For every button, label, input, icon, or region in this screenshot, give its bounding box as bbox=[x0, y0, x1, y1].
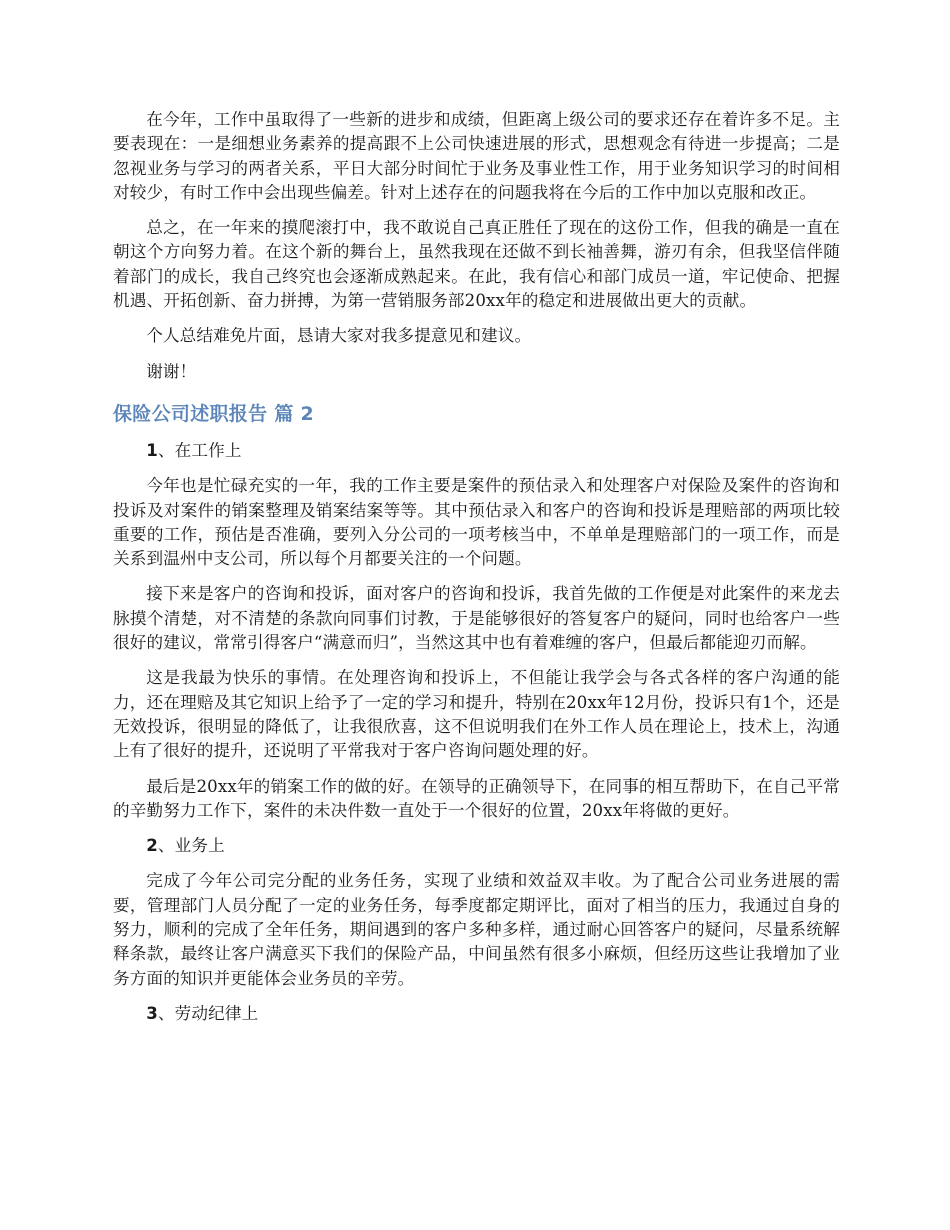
subheading-discipline bbox=[113, 1002, 840, 1026]
paragraph-work-4: 最后是20xx年的销案工作的做的好。在领导的正确领导下，在同事的相互帮助下，在自己平常的辛勤努力工作下，案件的未决件数一直处于一个很好的位置，20xx年将做的更好。 bbox=[113, 776, 840, 820]
paragraph-thanks: 谢谢！ bbox=[146, 361, 197, 381]
subheading-business-number: 2 bbox=[146, 836, 158, 856]
paragraph-shortcomings: 在今年，工作中虽取得了一些新的进步和成绩，但距离上级公司的要求还存在着许多不足。主要表现在：一是细想业务素养的提高跟不上公司快速进展的形式，思想观念有待进一步提高；二是忽视业务与学习的两者关系，平日大部分时间忙于业务及事业性工作，用于业务知识学习的时间相对较少，有时工作中会出现些偏差。针对上述存在的问题我将在今后的工作中加以克服和改正。 bbox=[113, 110, 840, 202]
paragraph-conclusion: 总之，在一年来的摸爬滚打中，我不敢说自己真正胜任了现在的这份工作，但我的确是一直在朝这个方向努力着。在这个新的舞台上，虽然我现在还做不到长袖善舞，游刃有余，但我坚信伴随着部门的成长，我自己终究也会逐渐成熟起来。在此，我有信心和部门成员一道，牢记使命、把握机遇、开拓创新、奋力拼搏，为第一营销服务部20xx年的稳定和进展做出更大的贡献。 bbox=[113, 218, 840, 311]
paragraph-work-3: 这是我最为快乐的事情。在处理咨询和投诉上，不但能让我学会与各式各样的客户沟通的能力，还在理赔及其它知识上给予了一定的学习和提升，特别在20xx年12月份，投诉只有1个，还是无效投诉，很明显的降低了，让我很欣喜，这不但说明我们在外工作人员在理论上，技术上，沟通上有了很好的提升，还说明了平常我对于客户咨询问题处理的好。 bbox=[113, 668, 840, 761]
paragraph-request-feedback: 个人总结难免片面，恳请大家对我多提意见和建议。 bbox=[146, 326, 532, 346]
subheading-business bbox=[113, 834, 840, 858]
section-title: 保险公司述职报告 篇 2 bbox=[113, 402, 315, 425]
document-body bbox=[113, 108, 840, 1037]
paragraph-business-1: 完成了今年公司完分配的业务任务，实现了业绩和效益双丰收。为了配合公司业务进展的需要，管理部门人员分配了一定的业务任务，每季度都定期评比，面对了相当的压力，我通过自身的努力，顺利的完成了全年任务，期间遇到的客户多种多样，通过耐心回答客户的疑问，尽量系统解释条款，最终让客户满意买下我们的保险产品，中间虽然有很多小麻烦，但经历这些让我增加了业务方面的知识并更能体会业务员的辛劳。 bbox=[113, 871, 840, 988]
paragraph-work-1: 今年也是忙碌充实的一年，我的工作主要是案件的预估录入和处理客户对保险及案件的咨询和投诉及对案件的销案整理及销案结案等等。其中预估录入和客户的咨询和投诉是理赔部的两项比较重要的工作，预估是否准确，要列入分公司的一项考核当中，不单单是理赔部门的一项工作，而是关系到温州中支公司，所以每个月都要关注的一个问题。 bbox=[113, 476, 840, 569]
subheading-discipline-number: 3 bbox=[146, 1003, 158, 1023]
subheading-work bbox=[113, 439, 840, 463]
subheading-discipline-label: 、劳动纪律上 bbox=[157, 1003, 259, 1023]
subheading-business-label: 、业务上 bbox=[157, 836, 225, 856]
paragraph-work-2: 接下来是客户的咨询和投诉，面对客户的咨询和投诉，我首先做的工作便是对此案件的来龙去脉摸个清楚，对不清楚的条款向同事们讨教，于是能够很好的答复客户的疑问，同时也给客户一些很好的建议，常常引得客户“满意而归”，当然这其中也有着难缠的客户，但最后都能迎刃而解。 bbox=[113, 584, 840, 653]
subheading-work-number: 1 bbox=[146, 440, 158, 460]
subheading-work-label: 、在工作上 bbox=[157, 440, 242, 460]
